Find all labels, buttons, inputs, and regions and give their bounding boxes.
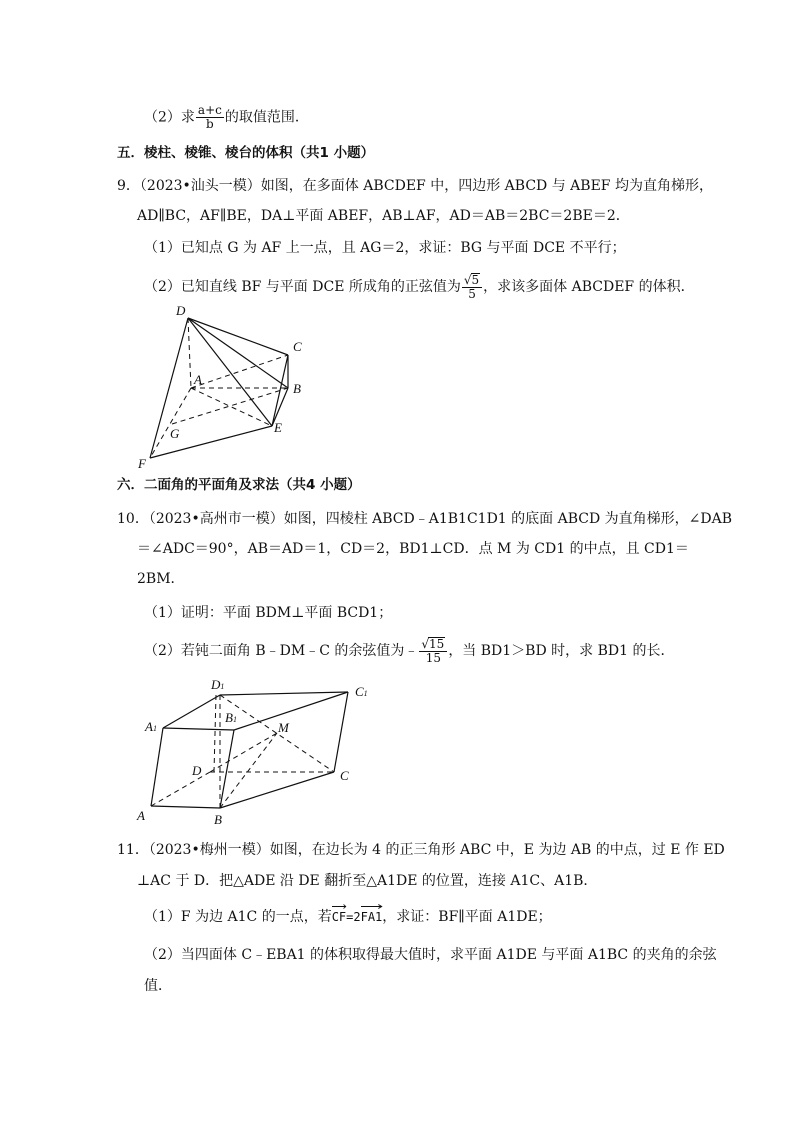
q9-part2-suffix: ，求该多面体 ABCDEF 的体积． [483, 279, 695, 295]
q10-label-A: A [137, 808, 145, 823]
q10-fraction-den: 15 [425, 651, 441, 665]
q9-label-E: E [274, 420, 282, 435]
q10-label-D: D [192, 763, 202, 778]
q9-part2-prefix: （2）已知直线 BF 与平面 DCE 所成角的正弦值为 [144, 279, 461, 295]
q9-fraction-num: 5 [471, 273, 480, 287]
q10-line1: 10．（2023•高州市一模）如图，四棱柱 ABCD﹣A1B1C1D1 的底面 ABCD 为直角梯形，∠DAB [117, 511, 733, 527]
q9-label-F: F [138, 456, 146, 471]
q8-part2-suffix: 的取值范围． [224, 109, 309, 126]
q11-part1-prefix: （1）F 为边 A1C 的一点，若 [144, 909, 332, 925]
q9-label-A: A [194, 372, 202, 387]
q10-sqrt-fraction: $\frac{√15}{15}$ [419, 637, 447, 665]
q10-label-B: B [214, 812, 222, 827]
q11-line1: 11．（2023•梅州一模）如图，在边长为 4 的正三角形 ABC 中，E 为边 AB 的中点，过 E 作 ED [117, 842, 725, 858]
q11-part2-line2: 值． [144, 978, 172, 994]
q10-label-A1: A1 [145, 719, 157, 734]
q10-label-C: C [340, 768, 349, 783]
q9-label-B: B [293, 381, 301, 396]
section6-title: 六．二面角的平面角及求法（共4 小题） [117, 477, 361, 493]
q11-part1 [144, 904, 552, 927]
q11-vector-cf: CF [332, 904, 346, 927]
q10-part2-prefix: （2）若钝二面角 B﹣DM﹣C 的余弦值为 [144, 643, 405, 659]
q11-line2: ⊥AC 于 D．把△ADE 沿 DE 翻折至△A1DE 的位置，连接 A1C、A1B． [137, 873, 598, 889]
q10-label-D1: D1 [211, 677, 225, 692]
section5-title: 五．棱柱、棱锥、棱台的体积（共1 小题） [117, 145, 375, 161]
q10-label-M: M [278, 720, 289, 735]
q10-label-C1: C1 [355, 684, 368, 699]
q8-part2-prefix: （2）求 [144, 109, 195, 126]
q11-part1-suffix: ，求证：BF∥平面 A1DE； [382, 909, 552, 925]
q11-vector-eq: =2 [346, 910, 361, 924]
q11-vector-fa1: FA1 [361, 904, 383, 927]
q9-line2: AD∥BC，AF∥BE，DA⊥平面 ABEF，AB⊥AF，AD＝AB＝2BC＝2BE＝2． [137, 208, 630, 224]
q10-part2-suffix: ，当 BD1＞BD 时，求 BD1 的长． [448, 643, 675, 659]
q9-line1: 9．（2023•汕头一模）如图，在多面体 ABCDEF 中，四边形 ABCD 与 ABEF 均为直角梯形， [117, 178, 713, 194]
q10-line2: ＝∠ADC＝90°，AB＝AD＝1，CD＝2，BD1⊥CD．点 M 为 CD1 的中点，且 CD1＝ [137, 541, 689, 557]
q10-part1: （1）证明：平面 BDM⊥平面 BCD1； [144, 605, 393, 621]
q10-line3: 2BM． [137, 571, 185, 587]
q9-label-G: G [170, 426, 180, 441]
q9-label-C: C [293, 339, 302, 354]
q10-label-B1: B1 [225, 710, 237, 725]
q10-minus-sign: ﹣ [404, 643, 419, 659]
q8-fraction-den: b [206, 117, 214, 131]
q9-sqrt-fraction: $\frac{√5}{5}$ [462, 273, 482, 301]
q10-fraction-num: 15 [429, 637, 445, 651]
q11-part2-line1: （2）当四面体 C﹣EBA1 的体积取得最大值时，求平面 A1DE 与平面 A1BC 的夹角的余弦 [144, 947, 717, 963]
q8-fraction-num: a+c [197, 103, 222, 117]
q9-label-D: D [176, 303, 186, 318]
q9-part1: （1）已知点 G 为 AF 上一点，且 AG＝2，求证：BG 与平面 DCE 不平行； [144, 240, 626, 256]
q9-fraction-den: 5 [468, 287, 476, 301]
